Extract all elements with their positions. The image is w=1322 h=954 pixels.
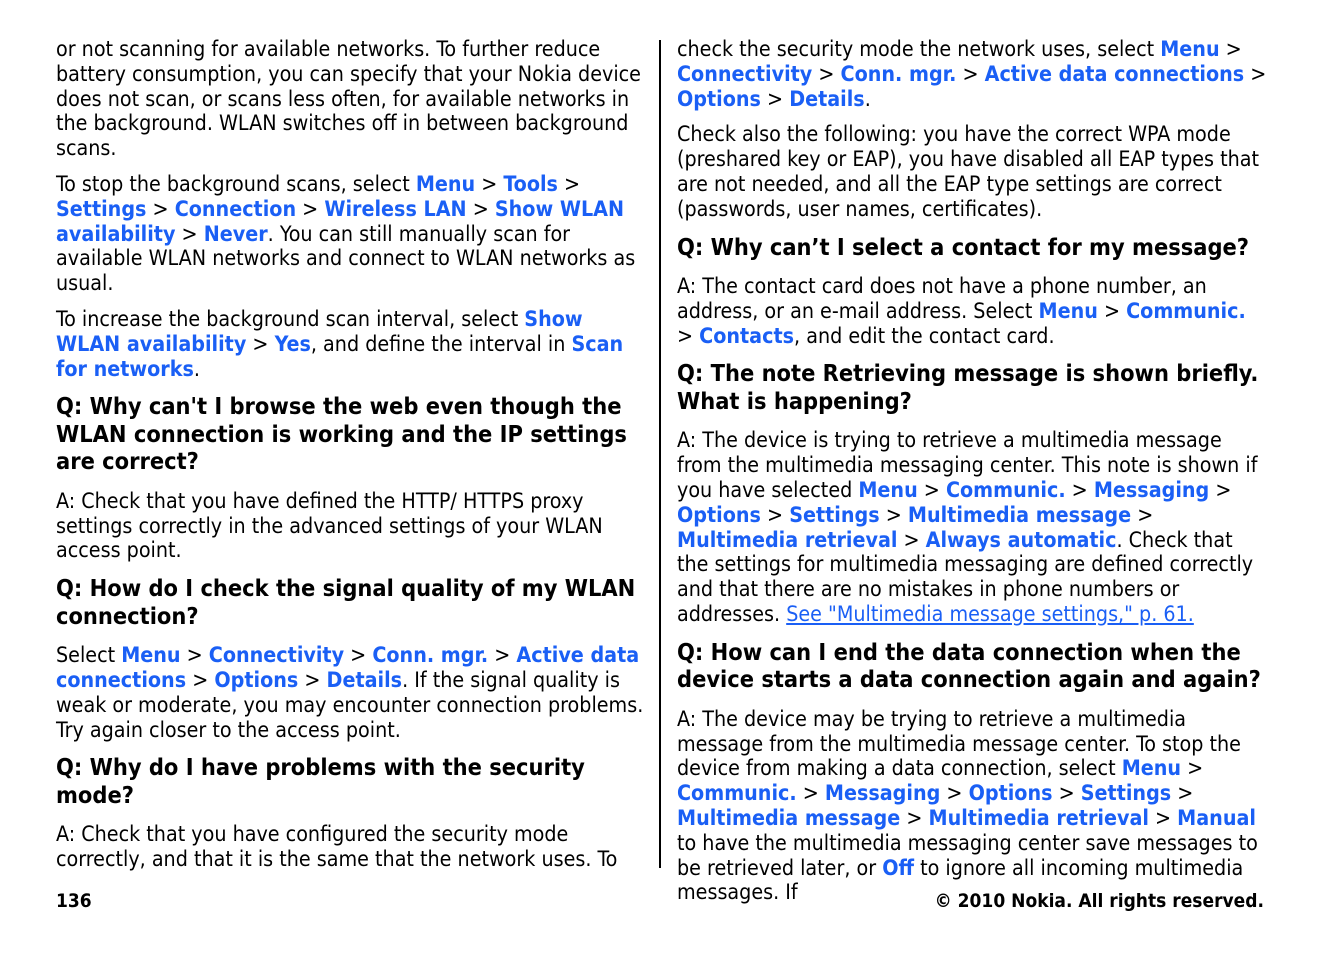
text-run: or not scanning for available networks. To further reduce battery consumption, you can specify that your Nokia device does not scan, or scans less often, for available networks in the background. WLAN switches off in between background scans. <box>56 37 641 162</box>
menu-path-communic: Communic. <box>1126 298 1246 324</box>
paragraph <box>677 275 1267 349</box>
left-column <box>56 38 646 884</box>
path-separator: > <box>146 196 175 222</box>
path-separator: > <box>296 196 325 222</box>
paragraph <box>56 38 646 162</box>
path-separator: > <box>812 61 841 87</box>
path-separator: > <box>1131 502 1154 528</box>
menu-path-conn-mgr: Conn. mgr. <box>840 61 957 87</box>
paragraph <box>677 38 1267 112</box>
menu-path-connectivity: Connectivity <box>208 643 345 669</box>
path-separator: > <box>175 221 204 247</box>
page-number: 136 <box>56 890 92 912</box>
paragraph <box>677 123 1267 222</box>
text-run: To stop the background scans, select <box>56 171 416 197</box>
text-run: to ignore all incoming multimedia messages. If <box>677 855 1244 906</box>
text-run: . You can still manually scan for available WLAN networks and connect to WLAN networks as usual. <box>56 221 636 297</box>
text-run: A: Check that you have defined the HTTP/ HTTPS proxy settings correctly in the advanced settings of your WLAN access point. <box>56 488 603 564</box>
path-separator: > <box>246 331 275 357</box>
path-separator: > <box>760 502 790 528</box>
menu-path-menu: Menu <box>121 643 181 669</box>
menu-path-active-data-connections: Active data connections <box>984 61 1245 87</box>
menu-path-menu: Menu <box>1038 298 1098 324</box>
path-separator: > <box>180 643 209 669</box>
menu-path-details: Details <box>789 86 865 112</box>
menu-path-menu: Menu <box>858 478 918 504</box>
column-divider <box>659 40 661 868</box>
menu-path-conn-mgr: Conn. mgr. <box>372 643 489 669</box>
text-run: , and edit the contact card. <box>794 323 1055 349</box>
text-run: Q: How do I check the signal quality of my WLAN connection? <box>56 574 636 630</box>
menu-path-never: Never <box>203 221 268 247</box>
menu-path-messaging: Messaging <box>824 781 941 807</box>
question-heading <box>677 639 1267 694</box>
text-run: A: Check that you have configured the security mode correctly, and that it is the same that the network uses. To <box>56 822 618 873</box>
menu-path-settings: Settings <box>1080 781 1172 807</box>
menu-option-off: Off <box>882 855 915 881</box>
menu-path-connection: Connection <box>174 196 297 222</box>
path-separator: > <box>475 171 504 197</box>
right-column <box>677 38 1267 917</box>
menu-path-options: Options <box>968 781 1053 807</box>
text-run: Q: How can I end the data connection when the device starts a data connection again and again? <box>677 637 1261 694</box>
question-heading <box>677 360 1267 415</box>
path-separator: > <box>1171 781 1194 807</box>
paragraph <box>56 490 646 564</box>
text-run: . <box>193 356 200 382</box>
paragraph <box>56 308 646 382</box>
path-separator: > <box>796 781 825 807</box>
question-heading <box>677 234 1267 262</box>
text-run: Q: The note Retrieving message is shown briefly. What is happening? <box>677 359 1259 415</box>
path-separator: > <box>760 86 790 112</box>
text-run: Q: Why can’t I select a contact for my message? <box>677 232 1250 261</box>
menu-path-options: Options <box>677 502 761 528</box>
menu-path-contacts: Contacts <box>699 323 795 349</box>
text-run: Check also the following: you have the correct WPA mode (preshared key or EAP), you have disabled all EAP types that are not needed, and all the EAP type settings are correct (passwords, user names, certificates). <box>677 122 1259 222</box>
text-run: . Check that the settings for multimedia messaging are defined correctly and that there are no mistakes in phone numbers or addresses. <box>677 527 1254 628</box>
menu-path-always-automatic: Always automatic <box>925 527 1117 553</box>
menu-path-yes: Yes <box>274 331 311 357</box>
path-separator: > <box>900 806 929 832</box>
menu-path-wireless-lan: Wireless LAN <box>324 196 467 222</box>
path-separator: > <box>917 478 946 504</box>
path-separator: > <box>1052 781 1081 807</box>
menu-path-menu: Menu <box>1121 756 1182 782</box>
text-run: To increase the background scan interval, select <box>56 306 525 332</box>
path-separator: > <box>1209 478 1232 504</box>
text-run: A: The device is trying to retrieve a multimedia message from the multimedia messaging center. This note is shown if you have selected <box>677 428 1258 504</box>
path-separator: > <box>1244 61 1267 87</box>
question-heading <box>56 754 646 809</box>
menu-path-menu: Menu <box>415 171 476 197</box>
question-heading <box>56 393 646 476</box>
path-separator: > <box>1181 756 1204 782</box>
menu-path-tools: Tools <box>503 171 558 197</box>
menu-path-messaging: Messaging <box>1093 478 1210 504</box>
path-separator: > <box>344 643 373 669</box>
menu-path-multimedia-message: Multimedia message <box>907 502 1132 528</box>
path-separator: > <box>677 323 700 349</box>
path-separator: > <box>466 196 495 222</box>
menu-path-connectivity: Connectivity <box>677 61 813 87</box>
path-separator: > <box>1097 298 1127 324</box>
cross-reference-link[interactable]: See "Multimedia message settings," p. 61. <box>786 602 1194 628</box>
menu-path-settings: Settings <box>56 196 147 222</box>
path-separator: > <box>956 61 985 87</box>
path-separator: > <box>186 668 215 694</box>
path-separator: > <box>1065 478 1094 504</box>
text-run: to have the multimedia messaging center save messages to be retrieved later, or <box>677 830 1258 881</box>
menu-path-multimedia-message: Multimedia message <box>677 806 901 832</box>
paragraph <box>677 429 1267 627</box>
menu-path-multimedia-retrieval: Multimedia retrieval <box>928 806 1149 832</box>
text-run: Select <box>56 643 122 669</box>
text-run: . <box>864 86 871 112</box>
text-run: A: The contact card does not have a phone number, an address, or an e-mail address. Select <box>677 274 1207 324</box>
question-heading <box>56 575 646 630</box>
menu-path-options: Options <box>677 86 761 112</box>
menu-path-manual: Manual <box>1177 806 1256 832</box>
paragraph <box>677 708 1267 906</box>
menu-path-multimedia-retrieval: Multimedia retrieval <box>677 527 898 553</box>
text-run: Q: Why do I have problems with the security mode? <box>56 753 585 809</box>
menu-path-details: Details <box>326 668 403 694</box>
text-run: , and define the interval in <box>310 331 572 357</box>
menu-path-communic: Communic. <box>677 781 797 807</box>
path-separator: > <box>897 527 926 553</box>
path-separator: > <box>557 171 581 197</box>
copyright-notice: © 2010 Nokia. All rights reserved. <box>934 890 1264 912</box>
path-separator: > <box>940 781 969 807</box>
text-run: A: The device may be trying to retrieve a multimedia message from the multimedia message center. To stop the device from making a data connection, select <box>677 706 1241 782</box>
menu-path-options: Options <box>214 668 299 694</box>
menu-path-active-data-connections: Active data connections <box>56 643 640 694</box>
path-separator: > <box>488 643 517 669</box>
paragraph <box>56 644 646 743</box>
text-run: check the security mode the network uses, select <box>677 37 1161 62</box>
paragraph <box>56 173 646 297</box>
path-separator: > <box>879 502 908 528</box>
menu-path-settings: Settings <box>789 502 880 528</box>
path-separator: > <box>1148 806 1178 832</box>
menu-path-show-wlan-availability: Show WLAN availability <box>56 196 625 247</box>
menu-path-show-wlan-availability: Show WLAN availability <box>56 306 583 357</box>
text-run: . If the signal quality is weak or moderate, you may encounter connection problems. Try again closer to the access point. <box>56 668 644 743</box>
path-separator: > <box>298 668 327 694</box>
menu-option-scan-for-networks: Scan for networks <box>56 331 624 382</box>
paragraph <box>56 823 646 873</box>
menu-path-communic: Communic. <box>945 478 1066 504</box>
text-run: Q: Why can't I browse the web even though the WLAN connection is working and the IP settings are correct? <box>56 392 627 476</box>
path-separator: > <box>1219 37 1242 62</box>
menu-path-menu: Menu <box>1160 37 1220 62</box>
